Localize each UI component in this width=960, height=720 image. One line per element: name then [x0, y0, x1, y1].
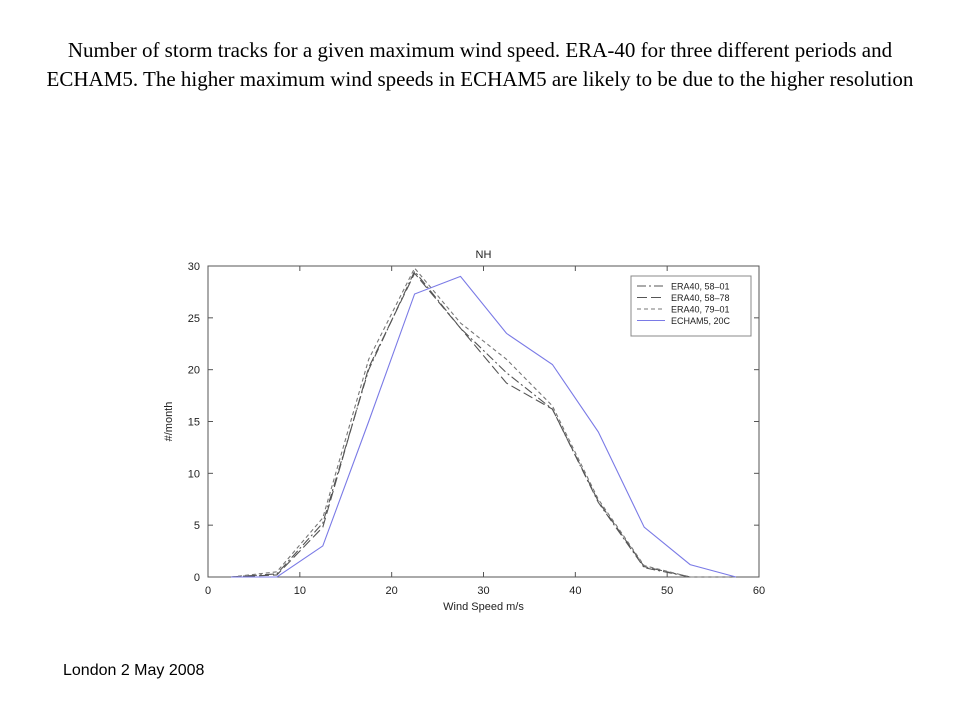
y-tick-label: 30 [187, 261, 200, 273]
chart-title: NH [475, 249, 492, 261]
y-tick-label: 15 [187, 416, 200, 429]
legend-label: ERA40, 58–01 [671, 281, 730, 292]
footer-text: London 2 May 2008 [63, 662, 205, 679]
x-tick-label: 30 [477, 585, 490, 597]
x-tick-label: 10 [293, 585, 306, 597]
x-tick-label: 20 [385, 585, 398, 597]
y-tick-label: 0 [193, 572, 200, 584]
legend-label: ERA40, 58–78 [671, 293, 730, 303]
x-tick-label: 0 [204, 585, 212, 597]
y-tick-label: 25 [187, 312, 200, 325]
x-tick-label: 60 [752, 585, 766, 597]
x-tick-label: 50 [661, 585, 674, 597]
y-tick-label: 20 [187, 364, 200, 377]
line-chart [150, 236, 790, 616]
slide-title: Number of storm tracks for a given maximum wind speed. ERA-40 for three different periods and ECHAM5. The higher maximum wind speeds in ECHAM5 are likely to be due to the higher resolution [46, 38, 914, 91]
legend-label: ERA40, 79–01 [671, 304, 730, 315]
y-tick-label: 10 [187, 468, 200, 481]
y-tick-label: 5 [193, 520, 200, 533]
x-tick-label: 40 [569, 585, 582, 597]
legend-label: ECHAM5, 20C [671, 316, 731, 326]
y-axis-label: #/month [163, 401, 175, 442]
x-axis-label: Wind Speed m/s [443, 601, 524, 613]
